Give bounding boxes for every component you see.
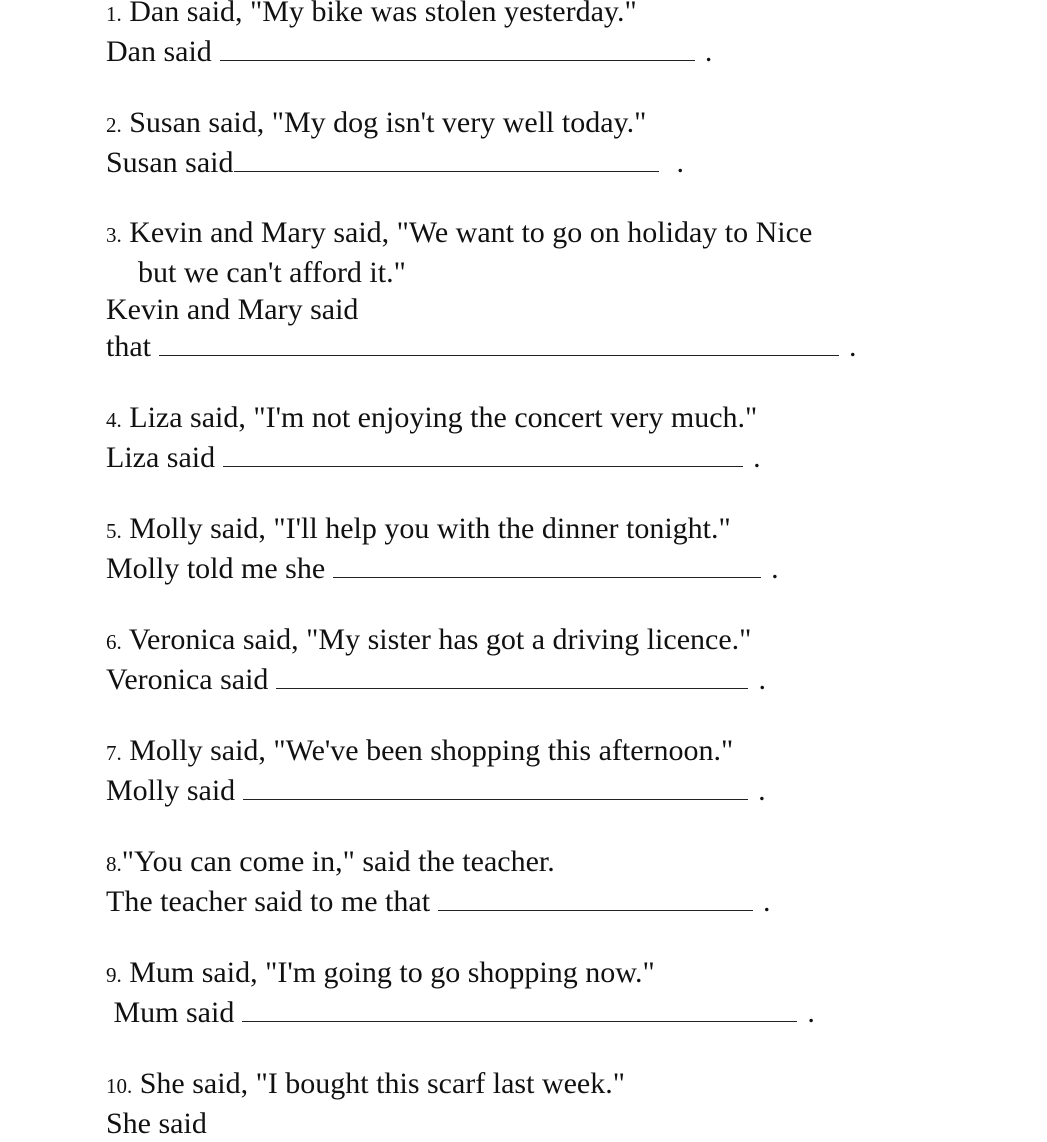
exercise-number: 7. <box>106 741 122 765</box>
exercise-number: 8. <box>106 852 122 876</box>
exercise-number: 1. <box>106 2 122 26</box>
answer-stem: The teacher said to me that <box>106 885 431 918</box>
exercise-answer-line <box>106 328 857 365</box>
exercise-prompt <box>106 104 684 144</box>
exercise-9 <box>106 954 815 1031</box>
answer-end-period: . <box>807 996 815 1029</box>
answer-stem: Veronica said <box>106 663 269 696</box>
answer-blank[interactable] <box>333 555 761 578</box>
answer-stem-continuation: that <box>106 330 151 363</box>
exercise-number: 3. <box>106 223 122 247</box>
exercise-7 <box>106 732 766 809</box>
answer-stem: Mum said <box>106 996 235 1029</box>
exercise-4 <box>106 399 761 476</box>
prompt-text: "You can come in," said the teacher. <box>121 845 555 878</box>
exercise-2 <box>106 104 684 181</box>
answer-blank[interactable] <box>220 38 695 61</box>
exercise-8 <box>106 843 771 920</box>
prompt-text: She said, "I bought this scarf last week." <box>139 1067 625 1100</box>
answer-end-period: . <box>771 552 779 585</box>
prompt-text: Molly said, "We've been shopping this afternoon." <box>129 734 734 767</box>
answer-stem: Dan said <box>106 35 212 68</box>
answer-end-period: . <box>758 774 766 807</box>
prompt-text: Liza said, "I'm not enjoying the concert very much." <box>129 401 758 434</box>
exercise-answer-line <box>106 883 771 920</box>
exercise-prompt <box>106 954 815 994</box>
prompt-text: Susan said, "My dog isn't very well today." <box>129 106 647 139</box>
exercise-answer-line <box>106 661 766 698</box>
exercise-prompt <box>106 399 761 439</box>
answer-stem: Kevin and Mary said <box>106 293 359 326</box>
exercise-answer-line <box>106 772 766 809</box>
answer-end-period: . <box>758 663 766 696</box>
answer-blank[interactable] <box>276 666 748 689</box>
exercise-6 <box>106 621 766 698</box>
exercise-answer-line <box>106 144 684 181</box>
answer-stem: She said <box>106 1107 207 1140</box>
exercise-number: 9. <box>106 963 122 987</box>
exercise-number: 2. <box>106 113 122 137</box>
answer-end-period: . <box>704 35 713 68</box>
answer-end-period: . <box>676 146 684 179</box>
exercise-number: 4. <box>106 408 122 432</box>
answer-stem: Molly said <box>106 774 236 807</box>
answer-stem: Liza said <box>106 441 216 474</box>
prompt-text: Molly said, "I'll help you with the dinner tonight." <box>129 512 731 545</box>
answer-blank[interactable] <box>438 888 753 911</box>
answer-blank[interactable] <box>242 999 797 1022</box>
answer-end-period: . <box>849 330 857 363</box>
exercise-1 <box>106 0 712 70</box>
exercise-number: 6. <box>106 630 122 654</box>
exercise-prompt <box>106 214 857 254</box>
exercise-answer-line <box>106 994 815 1031</box>
answer-blank[interactable] <box>243 777 748 800</box>
exercise-number: 5. <box>106 519 122 543</box>
answer-blank[interactable] <box>159 333 839 356</box>
exercise-prompt <box>106 732 766 772</box>
exercise-prompt-continuation: but we can't afford it." <box>138 256 406 289</box>
exercise-prompt <box>106 621 766 661</box>
answer-blank[interactable] <box>223 444 743 467</box>
exercise-number: 10. <box>106 1074 133 1098</box>
exercise-5 <box>106 510 779 587</box>
exercise-prompt <box>106 0 712 33</box>
exercise-10 <box>106 1065 625 1142</box>
exercise-prompt <box>106 510 779 550</box>
answer-stem: Susan said <box>106 146 234 179</box>
answer-end-period: . <box>753 441 761 474</box>
prompt-text: Dan said, "My bike was stolen yesterday." <box>129 0 637 28</box>
exercise-prompt <box>106 1065 625 1105</box>
prompt-text: Kevin and Mary said, "We want to go on holiday to Nice <box>129 216 813 249</box>
exercise-answer-line <box>106 439 761 476</box>
answer-end-period: . <box>763 885 771 918</box>
exercise-prompt <box>106 843 771 883</box>
prompt-text: Veronica said, "My sister has got a driving licence." <box>128 623 752 656</box>
prompt-text: Mum said, "I'm going to go shopping now." <box>129 956 655 989</box>
answer-blank[interactable] <box>234 149 659 172</box>
exercise-3 <box>106 214 857 365</box>
exercise-answer-line <box>106 33 712 70</box>
exercise-answer-line <box>106 550 779 587</box>
answer-stem: Molly told me she <box>106 552 326 585</box>
